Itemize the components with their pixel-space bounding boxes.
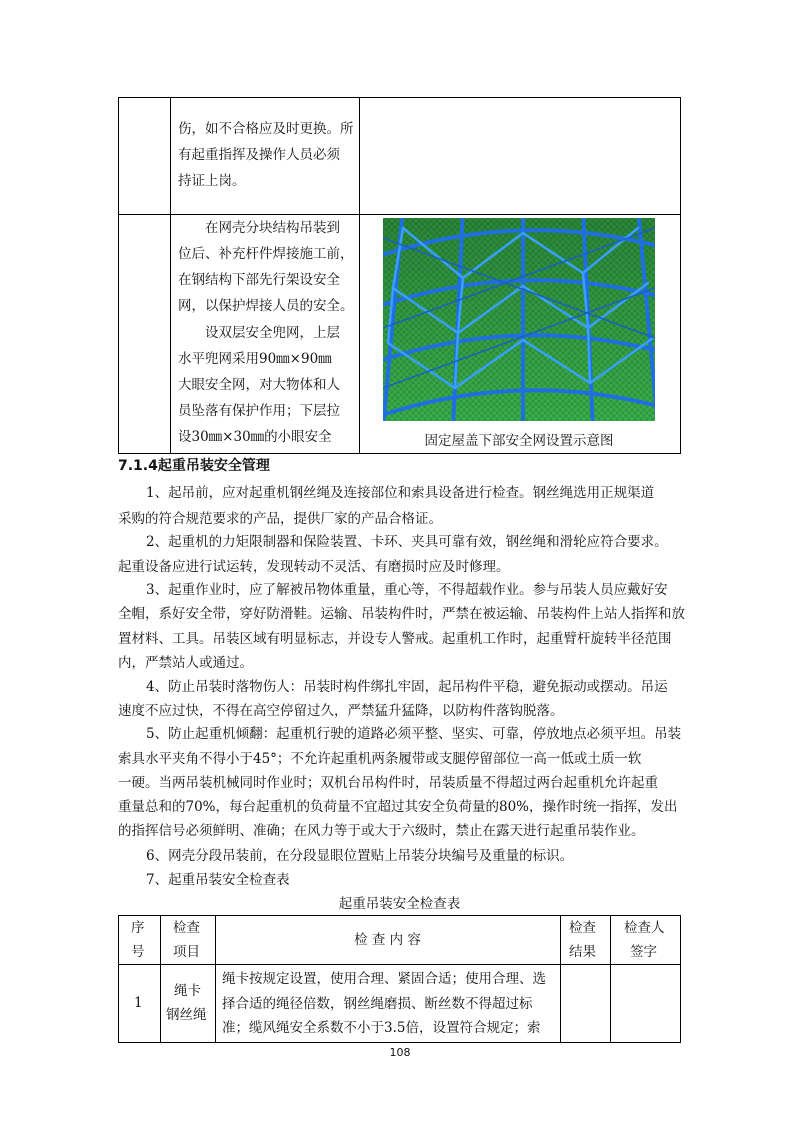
paragraph-line: 采购的符合规范要求的产品，提供厂家的产品合格证。 <box>118 511 442 527</box>
row-item: 绳卡 <box>174 983 201 999</box>
page-number: 108 <box>389 1046 411 1059</box>
text-line: 在网壳分块结构吊装到 <box>205 220 340 236</box>
check-table-title: 起重吊装安全检查表 <box>338 896 461 912</box>
paragraph-line: 置材料、工具。吊装区域有明显标志，并设专人警戒。起重机工作时，起重臂杆旋转半径范围 <box>118 631 672 647</box>
text-line: 网，以保护焊接人员的安全。 <box>178 298 354 314</box>
text-line: 位后、补充杆件焊接施工前， <box>178 246 354 262</box>
header-result: 结果 <box>569 944 596 960</box>
header-seq: 号 <box>131 944 145 960</box>
row-content-line: 绳卡按规定设置，使用合理、紧固合适；使用合理、选 <box>222 971 546 987</box>
text-line: 持证上岗。 <box>178 173 246 189</box>
header-item: 项目 <box>173 944 200 960</box>
text-line: 有起重指挥及操作人员必须 <box>178 147 340 163</box>
paragraph-line: 5、防止起重机倾翻：起重机行驶的道路必须平整、坚实、可靠，停放地点必须平坦。吊装 <box>146 726 682 742</box>
text-line: 伤，如不合格应及时更换。所 <box>178 121 354 137</box>
text-line: 水平兜网采用90㎜×90㎜ <box>178 351 332 367</box>
paragraph-line: 1、起吊前，应对起重机钢丝绳及连接部位和索具设备进行检查。钢丝绳选用正规渠道 <box>146 485 655 501</box>
text-line: 设双层安全兜网，上层 <box>205 325 340 341</box>
paragraph-line: 重量总和的70%，每台起重机的负荷量不宜超过其安全负荷量的80%，操作时统一指挥，发出 <box>118 799 678 815</box>
image-caption: 固定屋盖下部安全网设置示意图 <box>424 433 614 449</box>
header-signer: 签字 <box>630 944 657 960</box>
paragraph-line: 索具水平夹角不得小于45°；不允许起重机两条履带或支腿停留部位一高一低或土质一软 <box>118 751 642 767</box>
row-content-line: 准；缆风绳安全系数不小于3.5倍，设置符合规定；索 <box>222 1020 541 1036</box>
paragraph-line: 一硬。当两吊装机械同时作业时；双机台吊构件时，吊装质量不得超过两台起重机允许起重 <box>118 775 658 791</box>
header-item: 检查 <box>173 920 200 936</box>
header-signer: 检查人 <box>624 920 665 936</box>
paragraph-line: 的指挥信号必须鲜明、准确；在风力等于或大于六级时，禁止在露天进行起重吊装作业。 <box>118 823 645 839</box>
text-line: 大眼安全网，对大物体和人 <box>178 377 340 393</box>
header-seq: 序 <box>131 920 145 936</box>
paragraph-line: 7、起重吊装安全检查表 <box>146 872 290 888</box>
row-content-line: 择合适的绳径倍数，钢丝绳磨损、断丝数不得超过标 <box>222 996 533 1012</box>
text-line: 在钢结构下部先行架设安全 <box>178 272 340 288</box>
paragraph-line: 3、起重作业时，应了解被吊物体重量，重心等，不得超载作业。参与吊装人员应戴好安 <box>146 582 668 598</box>
row-item: 钢丝绳 <box>166 1007 207 1023</box>
section-heading: 7.1.4起重吊装安全管理 <box>118 458 270 474</box>
text-line: 设30㎜×30㎜的小眼安全 <box>178 429 332 445</box>
paragraph-line: 起重设备应进行试运转，发现转动不灵活、有磨损时应及时修理。 <box>118 559 510 575</box>
header-result: 检查 <box>569 920 596 936</box>
paragraph-line: 2、起重机的力矩限制器和保险装置、卡环、夹具可靠有效，钢丝绳和滑轮应符合要求。 <box>146 534 668 550</box>
safety-net-illustration <box>383 218 655 421</box>
header-content: 检 查 内 容 <box>354 932 421 948</box>
text-line: 员坠落有保护作用；下层拉 <box>178 403 340 419</box>
paragraph-line: 内，严禁站人或通过。 <box>118 655 253 671</box>
paragraph-line: 速度不应过快，不得在高空停留过久，严禁猛升猛降，以防构件落钩脱落。 <box>118 703 564 719</box>
paragraph-line: 全帽，系好安全带，穿好防滑鞋。运输、吊装构件时，严禁在被运输、吊装构件上站人指挥和放 <box>118 606 685 622</box>
paragraph-line: 4、防止吊装时落物伤人：吊装时构件绑扎牢固，起吊构件平稳，避免振动或摆动。吊运 <box>146 679 668 695</box>
row-seq: 1 <box>134 995 143 1011</box>
paragraph-line: 6、网壳分段吊装前，在分段显眼位置贴上吊装分块编号及重量的标识。 <box>146 848 574 864</box>
